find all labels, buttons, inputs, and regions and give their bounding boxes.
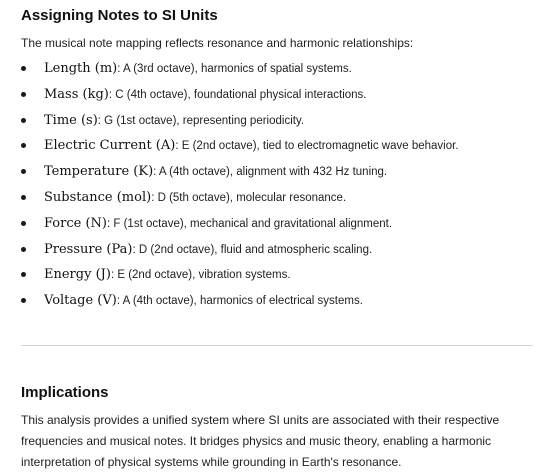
list-item: [21, 110, 541, 136]
section-title-implications: Implications: [21, 384, 109, 401]
bullet-icon: [21, 247, 26, 252]
unit-description: : F (1st octave), mechanical and gravitational alignment.: [106, 217, 393, 230]
unit-description: : E (2nd octave), vibration systems.: [110, 269, 291, 282]
bullet-icon: [21, 298, 26, 303]
bullet-icon: [21, 118, 26, 123]
unit-term: Substance (mol): [44, 189, 152, 205]
unit-description: : D (5th octave), molecular resonance.: [151, 191, 347, 204]
list-item: [21, 135, 541, 161]
bullet-icon: [21, 221, 26, 226]
unit-term: Time (s): [44, 112, 98, 128]
unit-description: : C (4th octave), foundational physical interactions.: [108, 88, 367, 101]
unit-term: Force (N): [44, 215, 107, 231]
paragraph-line: frequencies and musical notes. It bridges physics and music theory, enabling a harmonic: [21, 434, 492, 448]
unit-term: Voltage (V): [44, 293, 117, 309]
section-divider: [21, 345, 533, 346]
bullet-icon: [21, 92, 26, 97]
bullet-icon: [21, 66, 26, 71]
unit-term: Pressure (Pa): [44, 241, 133, 257]
unit-term: Electric Current (A): [44, 138, 176, 154]
bullet-icon: [21, 272, 26, 277]
list-item: [21, 161, 541, 187]
unit-description: : A (4th octave), alignment with 432 Hz tuning.: [153, 166, 388, 179]
list-item: [21, 84, 541, 110]
list-item: [21, 58, 541, 84]
list-item: [21, 187, 541, 213]
bullet-icon: [21, 169, 26, 174]
implications-paragraph: [21, 410, 541, 473]
unit-description: : A (4th octave), harmonics of electrical systems.: [116, 295, 363, 308]
unit-description: : G (1st octave), representing periodicity.: [97, 114, 305, 127]
bullet-icon: [21, 143, 26, 148]
paragraph-line: This analysis provides a unified system where SI units are associated with their respective: [21, 413, 500, 427]
unit-term: Temperature (K): [44, 164, 154, 180]
unit-term: Length (m): [44, 61, 118, 76]
unit-description: : E (2nd octave), tied to electromagnetic wave behavior.: [175, 140, 459, 153]
unit-term: Energy (J): [44, 267, 111, 283]
section-title-notes: Assigning Notes to SI Units: [21, 7, 218, 24]
unit-description: : D (2nd octave), fluid and atmospheric scaling.: [132, 243, 373, 256]
unit-description: : A (3rd octave), harmonics of spatial systems.: [117, 63, 352, 75]
si-unit-list: [21, 58, 541, 316]
intro-paragraph: The musical note mapping reflects resonance and harmonic relationships:: [21, 36, 414, 50]
unit-term: Mass (kg): [44, 86, 109, 102]
list-item: [21, 213, 541, 239]
paragraph-line: interpretation of physical systems while grounding in Earth's resonance.: [21, 455, 402, 469]
list-item: [21, 239, 541, 265]
bullet-icon: [21, 195, 26, 200]
list-item: [21, 290, 541, 316]
list-item: [21, 264, 541, 290]
